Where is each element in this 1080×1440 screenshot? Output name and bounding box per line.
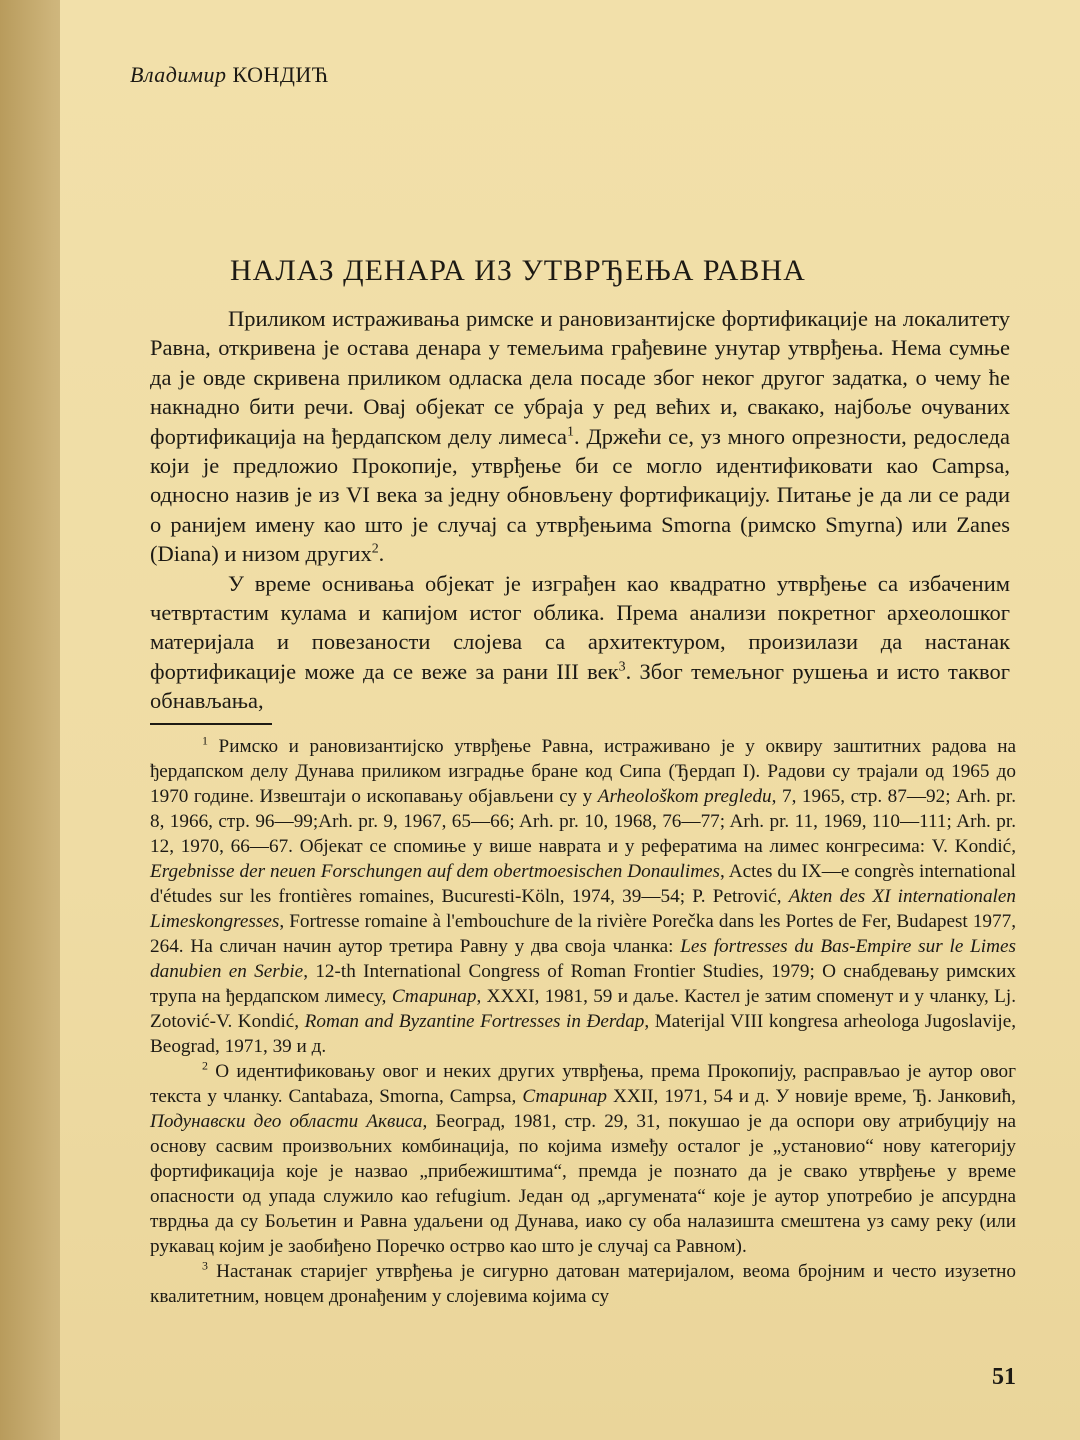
author-first-name: Владимир xyxy=(130,62,227,87)
paragraph-1-end: . xyxy=(378,541,385,567)
footnote-1-text: , 7, 1965, стр. 87—92; Arh. pr. 8, 1966, стр. 96—99;Arh. pr. 9, 1967, 65—66; Arh. pr. 10, 1968, 76—77; Arh. pr. 11, 1969, 110—111; Arh. pr. 12, 1970, 66—67. Објекат се спомиње у више наврата и у рефератима на лимес конгресима: V. Kondić, xyxy=(150,786,1016,857)
footnote-2-italic: Подунавски део области Аквиса xyxy=(150,1111,423,1132)
footnote-1-text: , 12-th International Congress of Roman Frontier Studies, 1979; О снабдевању римских трупа на ђердапском лимесу, xyxy=(150,961,1016,1007)
footnote-ref-2: 2 xyxy=(371,541,379,557)
footnote-1-italic: Roman and Byzantine Fortresses in Đerdap xyxy=(304,1011,645,1032)
footnote-2-number: 2 xyxy=(202,1058,208,1073)
paragraph-1 xyxy=(150,304,1010,569)
footnote-2-text: О идентификовању овог и неких других утврђења, према Прокопију, расправљао је аутор овог текста у чланку. Cantabaza, Smorna, Campsa, xyxy=(150,1061,1017,1107)
article-body xyxy=(150,304,1010,716)
footnote-1-italic: Старинар xyxy=(391,986,477,1007)
footnote-separator xyxy=(150,723,272,725)
footnotes xyxy=(150,734,1016,1309)
footnote-1-text: , XXXI, 1981, 59 и даље. Кастел је затим споменут и у чланку, Lj. Zotović-V. Kondić, xyxy=(150,986,1016,1032)
running-header-author xyxy=(130,62,329,88)
paragraph-2-text: У време оснивања објекат је изграђен као квадратно утврђење са избаченим четвртастим кулама и капијом истог облика. Према анализи покретног археолошког материјала и повезаности слојева са архитектуром, произилази да настанак фортификације може да се веже за рани III век xyxy=(150,570,1010,684)
footnote-1-text: , Materijal VIII kongresa arheologa Jugoslavije, Beograd, 1971, 39 и д. xyxy=(150,1011,1017,1057)
article-title: НАЛАЗ ДЕНАРА ИЗ УТВРЂЕЊА РАВНА xyxy=(230,254,806,287)
paragraph-1-continuation: . Држећи се, уз много опрезности, редоследа који је предложио Прокопије, утврђење би се могло идентификовати као Campsa, односно назив је из VI века за једну обновљену фортификацију. Питање је да ли се ради о ранијем имену као што је случај са утврђењима Smorna (римско Smyrna) или Zanes (Diana) и низом других xyxy=(150,423,1010,567)
page-number: 51 xyxy=(992,1364,1016,1390)
footnote-1-italic: Ergebnisse der neuen Forschungen auf dem obertmoesischen Donaulimes xyxy=(150,861,721,882)
footnote-1-italic: Arheološkom pregledu xyxy=(597,786,772,807)
footnote-2-italic: Старинар xyxy=(522,1086,608,1107)
footnote-2-text: , Београд, 1981, стр. 29, 31, покушао је да оспори ову атрибуцију на основу сасвим произвољних комбинација, по којима између осталог је „установио“ нову категорију фортификација које је назвао „прибежиштима“, премда је познато да је свако утврђење у време опасности од упада служило као refugium. Један од „аргумената“ које је аутор употребио је апсурдна тврдња да су Бољетин и Равна удаљени од Дунава, иако су оба налазишта смештена уз саму реку (или рукавац којим је заобиђено Поречко острво као што је случај са Равном). xyxy=(150,1111,1016,1257)
paragraph-2 xyxy=(150,569,1010,716)
footnote-1-italic: Akten des XI internationalen Limeskongresses xyxy=(150,886,1016,932)
footnote-1-text: , Actes du IX—e congrès international d'études sur les frontières romaines, Bucuresti-Köln, 1974, 39—54; P. Petrović, xyxy=(150,861,1016,907)
footnote-ref-3: 3 xyxy=(618,659,626,675)
footnote-1-number: 1 xyxy=(202,733,208,748)
footnote-2-text: XXII, 1971, 54 и д. У новије време, Ђ. Јанковић, xyxy=(607,1086,1016,1107)
footnote-2 xyxy=(150,1059,1016,1259)
footnote-3-text: Настанак старијег утврђења је сигурно датован материјалом, веома бројним и често изузетно квалитетним, новцем дронађеним у слојевима којима су xyxy=(150,1261,1017,1307)
footnote-ref-1: 1 xyxy=(567,424,575,440)
paragraph-1-text: Приликом истраживања римске и рановизантијске фортификације на локалитету Равна, откривена је остава денара у темељима грађевине унутар утврђења. Нема сумње да је овде скривена приликом одласка дела посаде због неког другог задатка, о чему ће накнадно бити речи. Овај објекат се убраја у ред већих и, свакако, најбоље очуваних фортификација на ђердапском делу лимеса xyxy=(150,306,1010,449)
author-last-name: КОНДИЋ xyxy=(232,62,329,87)
footnote-1-italic: Les fortresses du Bas-Empire sur le Limes danubien en Serbie xyxy=(150,936,1016,982)
footnote-3 xyxy=(150,1259,1016,1309)
footnote-3-number: 3 xyxy=(202,1258,208,1273)
paragraph-2-end: . Због темељног рушења и исто таквог обнављања, xyxy=(150,658,1010,714)
footnote-1-text: Римско и рановизантијско утврђење Равна, истраживано је у оквиру заштитних радова на ђердапском делу Дунава приликом изградње бране код Сипа (Ђердап I). Радови су трајали од 1965 до 1970 године. Извештаји о ископавању објављени су у xyxy=(150,736,1016,807)
footnote-1-text: , Fortresse romaine à l'embouchure de la rivière Porečka dans les Portes de Fer, Budapest 1977, 264. На сличан начин аутор третира Равну у два своја чланка: xyxy=(150,911,1016,957)
footnote-1 xyxy=(150,734,1016,1059)
